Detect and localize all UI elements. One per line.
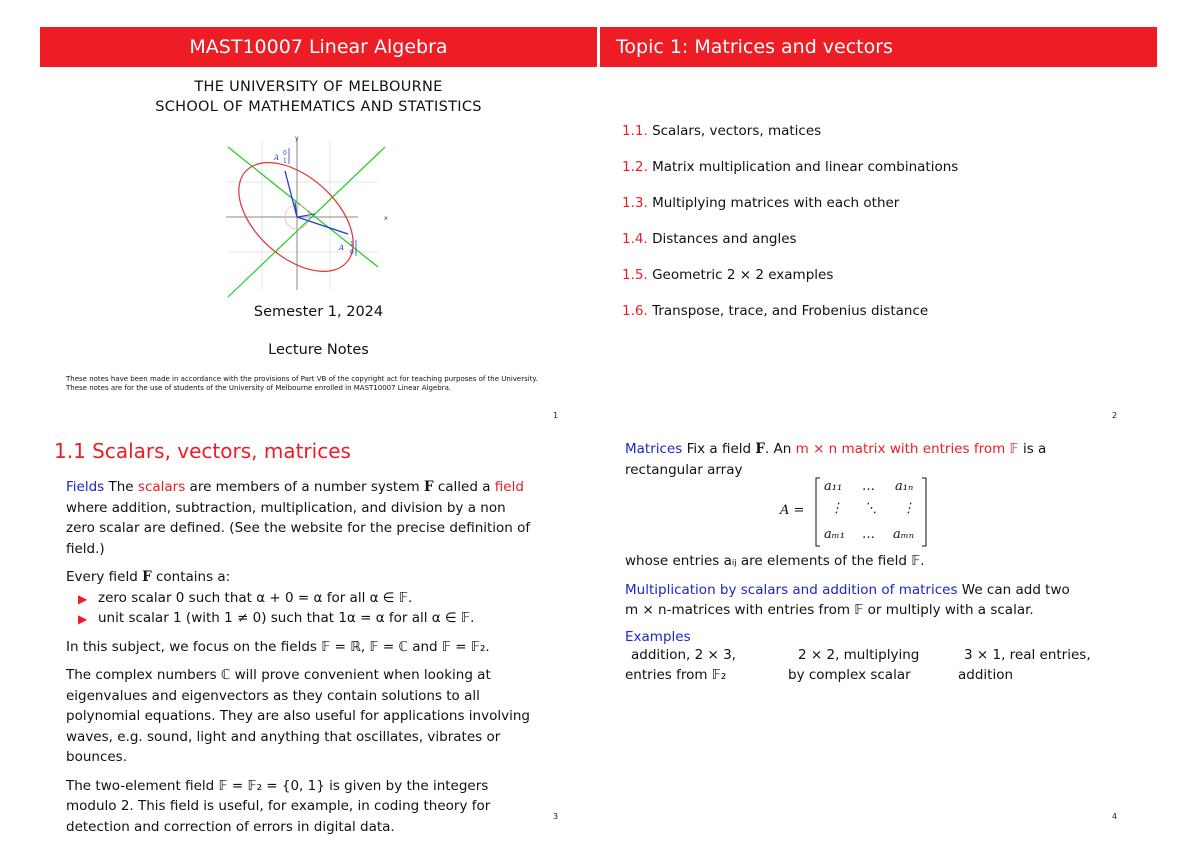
slide-matrices [600,429,1160,829]
complex-numbers-paragraph: The complex numbers ℂ will prove convenient when looking at eigenvalues and eigenvectors as they contain solutions to all polynomial equations. They are also useful for applications involving waves, e.g. sound, light and anything that oscillates, vibrates or bounces. [66,667,530,765]
section-title: 1.1 Scalars, vectors, matrices [54,439,351,463]
entries-line: whose entries aᵢⱼ are elements of the field 𝔽. [625,553,925,569]
generic-matrix [780,477,940,549]
slide-scalars-vectors [40,429,600,835]
matrix-cell: ⋱ [864,501,877,516]
image-vector-lower [297,217,348,234]
example-real-addition: 3 × 1, real entries, addition [958,647,1091,683]
eigen-ellipse-figure [218,130,408,300]
multiplication-paragraph: Multiplication by scalars and addition of matrices We can add two m × n-matrices with entries from 𝔽 or multiply with a scalar. [625,581,1070,618]
list-item[interactable]: 1.1. Scalars, vectors, matices [622,123,822,139]
list-item[interactable]: 1.6. Transpose, trace, and Frobenius distance [622,303,929,319]
matrix-cell: ⋮ [902,501,915,516]
list-item[interactable]: 1.2. Matrix multiplication and linear combinations [622,159,959,175]
eigenline-green [228,147,385,297]
list-item: ▶ unit scalar 1 (with 1 ≠ 0) such that 1α = α for all α ∈ 𝔽. [78,608,536,629]
page-number: 1 [553,411,559,420]
vector-lower-top: 1 [350,241,354,248]
slide-topic-contents [600,27,1160,427]
semester: Semester 1, 2024 [253,304,384,320]
matrices-definition: Matrices Fix a field F. An m × n matrix with entries from 𝔽 is a rectangular array [625,441,1047,478]
fields-paragraph: Fields The scalars are members of a number system F called a field where addition, subtraction, multiplication, and division by a non zero scalar are defined. (See the website for the precise definition of field.) [66,479,531,557]
matrix-cell: … [862,527,875,542]
course-banner: MAST10007 Linear Algebra [40,27,597,67]
examples-heading: Examples [625,628,691,645]
matrix-lhs: A = [780,503,805,518]
slide-title [40,27,600,427]
matrix-cell: … [862,479,875,494]
example-scalar-multiply: 2 × 2, multiplying by complex scalar [788,647,920,683]
vector-label-upper: A [274,154,280,162]
matrix-cell: ⋮ [830,501,843,516]
matrix-left-bracket [814,477,822,547]
slide-body [66,477,536,845]
page-number: 2 [1112,411,1118,420]
bullet-triangle-icon: ▶ [78,612,88,626]
slide-body-lower [625,551,1085,645]
subject-focus-line: In this subject, we focus on the fields 𝔽 = ℝ, 𝔽 = ℂ and 𝔽 = 𝔽₂. [66,638,490,655]
matrix-cell: a₁ₙ [895,479,914,494]
list-item: ▶ zero scalar 0 such that α + 0 = α for all α ∈ 𝔽. [78,588,536,609]
list-item[interactable]: 1.5. Geometric 2 × 2 examples [622,267,834,283]
matrix-right-bracket [920,477,928,547]
vector-upper-top: 0 [283,150,287,157]
vector-label-lower: A [339,244,345,252]
list-item[interactable]: 1.4. Distances and angles [622,231,797,247]
field-properties-list [66,588,536,629]
school-name: SCHOOL OF MATHEMATICS AND STATISTICS [155,99,482,115]
page-number: 4 [1112,812,1118,821]
page-number: 3 [553,812,559,821]
list-item[interactable]: 1.3. Multiplying matrices with each other [622,195,900,211]
copyright-notice: These notes have been made in accordance with the provisions of Part VB of the copyright act for teaching purposes of the University. These notes are for the use of students of the University of Melbourne enrolled in MAST10007 Linear Algebra. [66,375,538,392]
university-name: THE UNIVERSITY OF MELBOURNE [194,79,443,95]
x-axis-label: x [384,215,388,222]
bullet-triangle-icon: ▶ [78,591,88,606]
lecture-notes-label: Lecture Notes [268,342,369,358]
topic-contents-list [622,123,958,339]
matrix-cell: aₘₙ [893,527,914,542]
every-field-line: Every field F contains a: [66,569,231,585]
two-element-field-paragraph: The two-element field 𝔽 = 𝔽₂ = {0, 1} is given by the integers modulo 2. This field is useful, for example, in coding theory for detection and correction of errors in digital data. [66,777,491,835]
vector-lower-bottom: 0 [350,249,354,256]
matrix-cell: a₁₁ [824,479,843,494]
topic-banner: Topic 1: Matrices and vectors [600,27,1157,67]
example-addition: addition, 2 × 3, entries from 𝔽₂ [625,647,736,683]
vector-upper-bottom: 1 [283,158,287,165]
y-axis-label: y [295,135,299,142]
matrix-cell: aₘ₁ [824,527,845,542]
